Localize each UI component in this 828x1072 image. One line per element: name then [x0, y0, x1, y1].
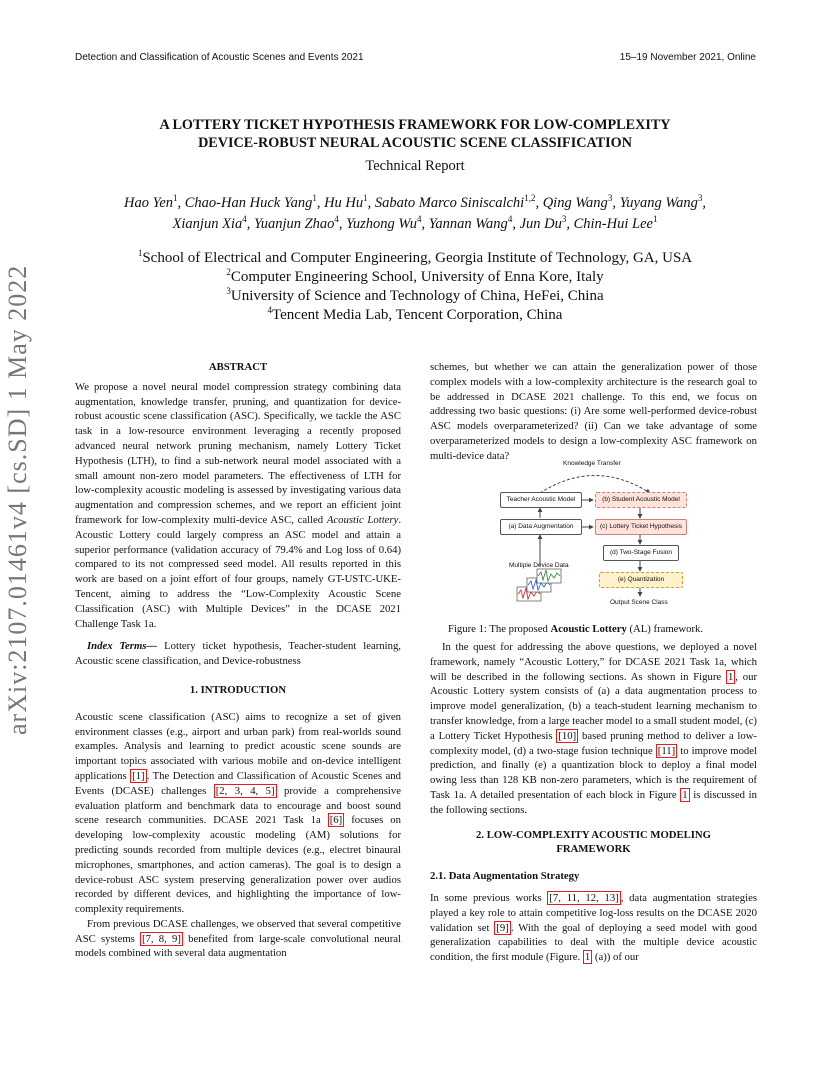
author-name: Hao Yen$^1$ — [124, 193, 178, 211]
index-terms: Index Terms— Lottery ticket hypothesis, Teacher-student learning, Acoustic scene classification, and Device-robustness — [75, 640, 401, 668]
author-affiliation-mark: 1 — [652, 214, 658, 224]
author-name: Chin-Hui Lee$^1$ — [573, 214, 658, 232]
author-list: Hao Yen$^1$, Chao-Han Huck Yang$^1$, Hu Hu$^1$, Sabato Marco Siniscalchi$^{1,2}$, Qing Wang$^3$, Yuyang Wang$^3$, Xianjun Xia$^4$, Yuanjun Zhao$^4$, Yuzhong Wu$^4$, Yannan Wang$^4$, Jun Du$^3$, Chin-Hui Lee$^1$ — [124, 193, 706, 232]
author-name: Xianjun Xia$^4$ — [172, 214, 247, 232]
multiple-device-label: Multiple Device Data — [509, 562, 569, 569]
citation-link[interactable]: [7, 11, 12, 13] — [549, 891, 619, 904]
subsection-2-1-heading: 2.1. Data Augmentation Strategy — [430, 870, 580, 883]
title-line-2: DEVICE-ROBUST NEURAL ACOUSTIC SCENE CLASSIFICATION — [198, 135, 632, 151]
abstract-text: We propose a novel neural model compression strategy combining data augmentation, knowledge transfer, pruning, and quantization for device-robust acoustic scene classification (ASC). Specifically, we tackle the ASC task in a low-resource environment leveraging a recently proposed advanced neural network pruning mechanism, namely Lottery Ticket Hypothesis (LTH), to find a sub-network neural model associated with a small amount non-zero model parameters. The effectiveness of LTH for low-complexity acoustic modeling is assessed by investigating various data augmentation and compression schemes, and we report an efficient joint framework for low-complexity multi-device ASC, called Acoustic Lottery. Acoustic Lottery could largely compress an ASC model and attain a superior performance (validation accuracy of 79.4% and Log loss of 0.64) compared to its not compressed seed model. All results reported in this work are based on a joint effort of four groups, namely GT-USTC-UKE-Tencent, aiming to address the “Low-Complexity Acoustic Scene Classification (ASC) with Multiple Devices” in the DCASE 2021 Challenge Task 1a. — [75, 380, 401, 630]
lottery-ticket-box: (c) Lottery Ticket Hypothesis — [595, 519, 687, 535]
affiliation-line: $^1$School of Electrical and Computer Engineering, Georgia Institute of Technology, GA, USA — [137, 248, 693, 266]
author-affiliation-mark: 3 — [607, 193, 613, 203]
right-paragraph-1: schemes, but whether we can attain the generalization power of those complex models with a low-complexity architecture is the research goal to be addressed in DCASE 2021 challenge. To this end, we focus on addressing two basic questions: (i) Are some well-performed device-robust ASC models overparameterized? (ii) Can we take advantage of some overparameterized models to design a low-complexity ASC framework on multi-device data? — [430, 361, 757, 462]
affiliation-list — [75, 249, 755, 325]
affiliation-line: $^3$University of Science and Technology of China, HeFei, China — [226, 286, 604, 304]
abstract-emphasis: Acoustic Lottery — [326, 513, 399, 526]
affiliation-line: $^4$Tencent Media Lab, Tencent Corporation, China — [267, 305, 563, 323]
citation-link[interactable]: [2, 3, 4, 5] — [215, 784, 275, 797]
intro-paragraph-2: From previous DCASE challenges, we observed that several competitive ASC systems [7, 8, 9] benefited from large-scale convolutional neural models combined with several data augmentation — [75, 917, 401, 960]
author-affiliation-mark: 3 — [561, 214, 567, 224]
running-header-right: 15–19 November 2021, Online — [619, 52, 756, 63]
title-line-1: A LOTTERY TICKET HYPOTHESIS FRAMEWORK FOR LOW-COMPLEXITY — [159, 117, 671, 133]
data-augmentation-box: (a) Data Augmentation — [500, 519, 582, 535]
subsection-2-1-text: In some previous works [7, 11, 12, 13] , data augmentation strategies played a key role to attain competitive log-loss results on the DCASE 2020 validation set [9] . With the goal of deploying a seed model with good generalization capabilities to deal with the multiple device acoustic condition, the first module (Figure. 1 (a)) of our — [430, 891, 757, 964]
figure-1-caption: Figure 1: The proposed Acoustic Lottery (AL) framework. — [448, 623, 704, 635]
figure-1-diagram — [495, 460, 705, 610]
citation-link[interactable]: [7, 8, 9] — [142, 932, 181, 945]
author-name: Sabato Marco Siniscalchi$^{1,2}$ — [374, 193, 536, 211]
author-affiliation-mark: 1 — [363, 193, 368, 203]
author-name: Chao-Han Huck Yang$^1$ — [184, 193, 317, 211]
citation-link[interactable]: [9] — [496, 921, 509, 934]
author-affiliation-mark: 1 — [312, 193, 317, 203]
author-name: Qing Wang$^3$ — [542, 193, 613, 211]
citation-link[interactable]: [1] — [132, 769, 145, 782]
author-affiliation-mark: 4 — [416, 214, 422, 224]
quantization-box: (e) Quantization — [599, 572, 683, 588]
citation-link[interactable]: [6] — [329, 814, 343, 827]
author-affiliation-mark: 1,2 — [524, 193, 536, 203]
author-name: Yuanjun Zhao$^4$ — [253, 214, 339, 232]
intro-paragraph-1: Acoustic scene classification (ASC) aims to recognize a set of given environment classes (e.g., airport and urban park) from real-worlds sound examples. Analysis and learning to predict acoustic scene sounds are important topics associated with various mobile and on-device intelligent applications [1] . The Detection and Classification of Acoustic Scenes and Events (DCASE) challenges [2, 3, 4, 5] provide a comprehensive evaluation platform and benchmark data to encourage and boost sound scene research communities. DCASE 2021 Task 1a [6] focuses on developing low-complexity acoustic modeling (AM) solutions for predicting sounds recorded from multiple devices (e.g., electret binaural microphones, smartphones, and action cameras). The goal is to design a device-robust ASC system preserving generalization power over audios recorded by different devices, and highlighting the importance of low-complexity requirements. — [75, 710, 401, 916]
right-paragraph-2: In the quest for addressing the above questions, we deployed a novel framework, namely “Acoustic Lottery,” for DCASE 2021 Task 1a, which will be described in the following sections. As shown in Figure 1 , our Acoustic Lottery system consists of (a) a data augmentation process to improve model generalization, (b) a teach-student learning mechanism to transfer knowledge, from a large teacher model to a small student model, (c) a Lottery Ticket Hypothesis [10] based pruning method to deliver a low-complexity model, (d) a two-stage fusion technique [11] to improve model prediction, and finally (e) a quantization block to deploy a final model owing less than 128 KB non-zero parameters, which is the requirement of Task 1a. A detailed presentation of each block in Figure 1 is discussed in the following sections. — [430, 641, 758, 816]
right-column-lower — [430, 640, 757, 965]
intro-heading: 1. INTRODUCTION — [189, 683, 287, 696]
paper-title — [75, 116, 755, 152]
author-affiliation-mark: 4 — [334, 214, 339, 224]
author-name: Yannan Wang$^4$ — [428, 214, 513, 232]
author-affiliation-mark: 4 — [242, 214, 247, 224]
right-column — [430, 360, 757, 464]
author-name: Hu Hu$^1$ — [324, 193, 368, 211]
two-stage-fusion-box: (d) Two-Stage Fusion — [603, 545, 679, 561]
arxiv-sidebar-id: arXiv:2107.01461v4 [cs.SD] 1 May 2022 — [3, 264, 32, 735]
left-column — [75, 360, 401, 961]
knowledge-transfer-label: Knowledge Transfer — [563, 460, 621, 467]
abstract-heading: ABSTRACT — [208, 361, 268, 373]
affiliation-line: $^2$Computer Engineering School, University of Enna Kore, Italy — [226, 267, 604, 285]
author-name: Yuyang Wang$^3$ — [619, 193, 703, 211]
author-affiliation-mark: 1 — [173, 193, 178, 203]
author-affiliation-mark: 3 — [697, 193, 703, 203]
student-model-box: (b) Student Acoustic Model — [595, 492, 687, 508]
citation-link[interactable]: [11] — [657, 744, 676, 757]
section-2-heading: 2. LOW-COMPLEXITY ACOUSTIC MODELING FRAMEWORK — [476, 828, 711, 856]
author-name: Yuzhong Wu$^4$ — [346, 214, 422, 232]
citation-link[interactable]: [10] — [558, 729, 577, 742]
author-name: Jun Du$^3$ — [519, 214, 567, 232]
author-affiliation-mark: 4 — [507, 214, 513, 224]
teacher-model-box: Teacher Acoustic Model — [500, 492, 582, 508]
citation-link[interactable]: 1 — [682, 788, 688, 801]
citation-link[interactable]: 1 — [584, 951, 591, 964]
paper-subtitle: Technical Report — [365, 158, 465, 174]
running-header-left: Detection and Classification of Acoustic Scenes and Events 2021 — [75, 52, 364, 63]
citation-link[interactable]: 1 — [727, 670, 734, 683]
output-class-label: Output Scene Class — [610, 599, 668, 606]
